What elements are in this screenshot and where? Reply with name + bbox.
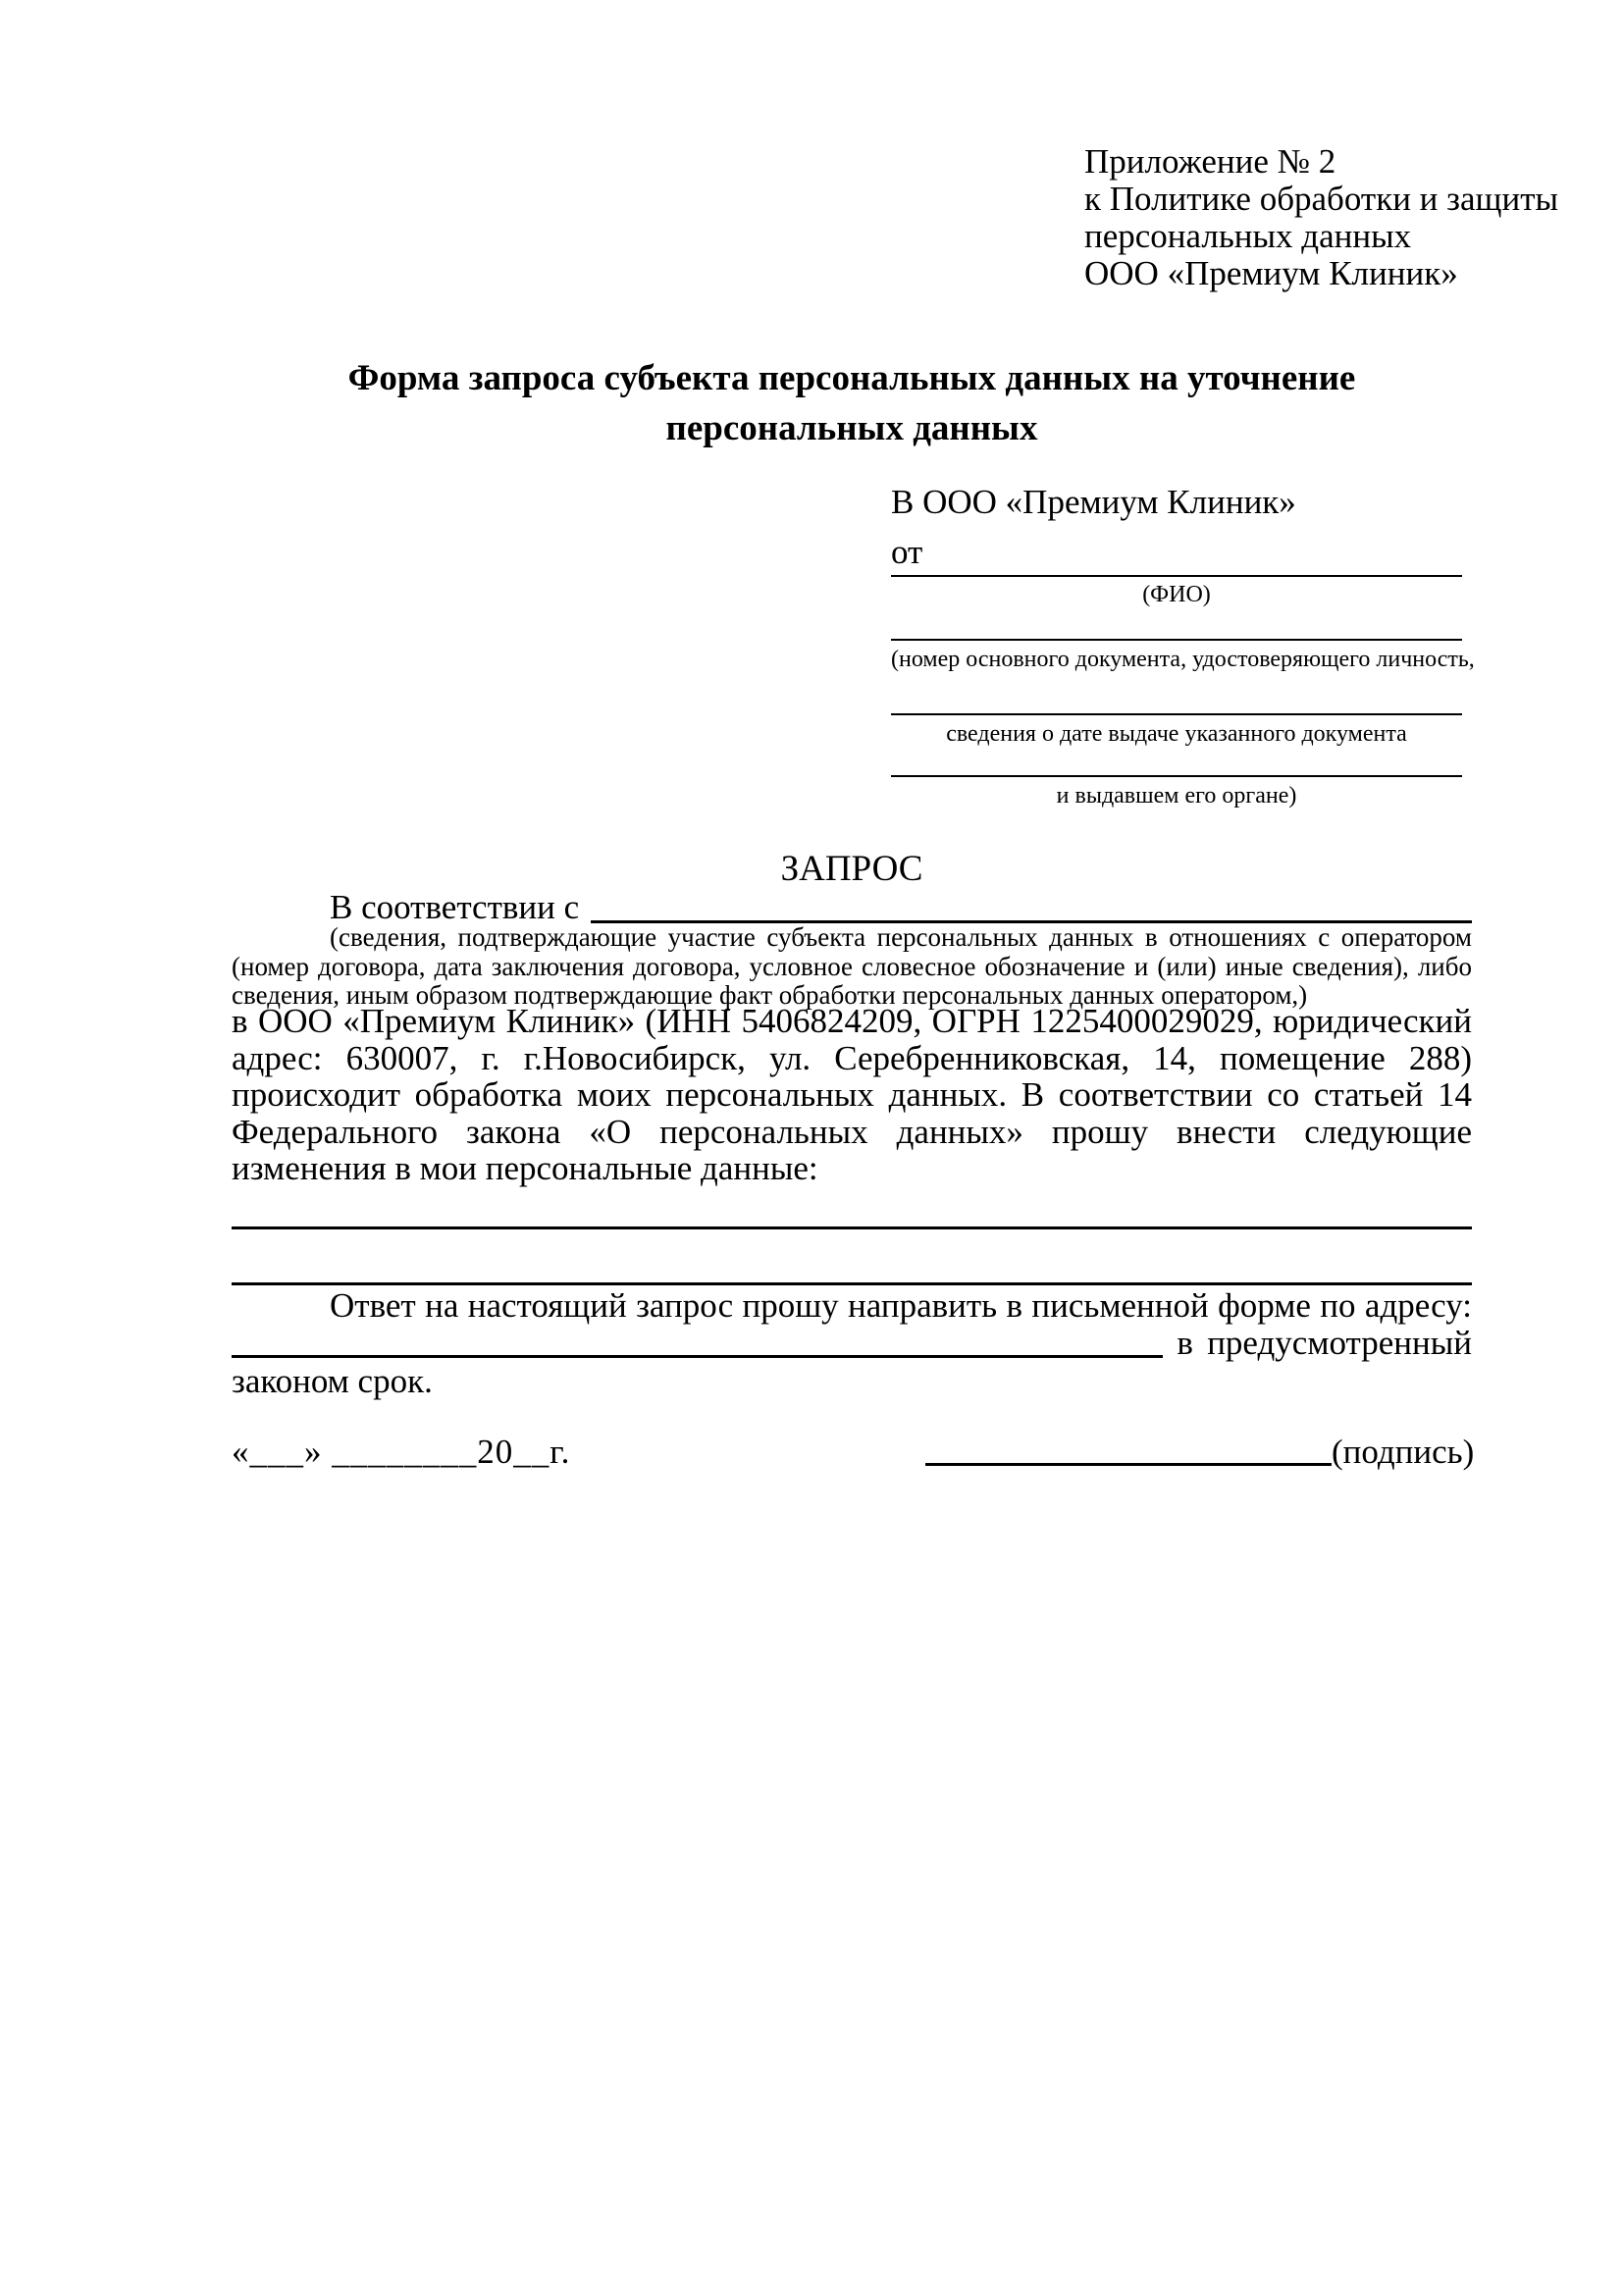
caption-doc-date: сведения о дате выдаче указанного документа [946,721,1407,747]
document-title-line: Форма запроса субъекта персональных данных на уточнение [347,358,1356,398]
reply-paragraph-line3: законом срок. [232,1362,433,1400]
fill-line-changes-1 [232,1226,1472,1229]
request-note: (сведения, подтверждающие участие субъекта персональных данных в отношениях с оператором (номер договора, дата заключения договора, условное словесное обозначение и (или) иные сведения), либо сведения, иным образом подтверждающие факт обработки персональных данных оператором,) [232,922,1472,1010]
request-body-paragraph: в ООО «Премиум Клиник» (ИНН 5406824209, ОГРН 1225400029029, юридический адрес: 630007, г. г.Новосибирск, ул. Серебренниковская, 14, помещение 288) происходит обработка моих персональных данных. В соответствии со статьей 14 Федерального закона «О персональных данных» прошу внести следующие изменения в мои персональные данные: [232,1002,1472,1188]
attachment-note-line: Приложение № 2 [1084,142,1336,181]
attachment-note-line: ООО «Премиум Клиник» [1084,254,1458,292]
caption-doc-issuer: и выдавшем его органе) [1056,783,1297,809]
signature-group [925,1433,1475,1471]
caption-doc-number: (номер основного документа, удостоверяющего личность, [891,647,1475,672]
attachment-note [1084,143,1558,292]
fill-line-doc-number [891,639,1462,641]
fill-line-address [232,1355,1163,1358]
date-line: «___» ________20__г. [232,1433,571,1471]
footer-row [232,1433,1475,1475]
attachment-note-line: персональных данных [1084,217,1412,255]
fill-line-doc-issuer [891,775,1462,777]
caption-fio: (ФИО) [1142,582,1211,607]
request-lead-row [232,889,1472,926]
request-lead-text: В соответствии с [330,888,580,926]
reply-word-v: в [1177,1324,1193,1362]
recipient-to: В ООО «Премиум Клиник» [891,483,1296,521]
fill-line-signature [925,1434,1332,1466]
reply-paragraph-line1: Ответ на настоящий запрос прошу направить в письменной форме по адресу: [330,1286,1472,1325]
fill-line-fio [891,575,1462,577]
signature-caption: (подпись) [1332,1433,1475,1471]
reply-word-term: предусмотренный [1207,1324,1472,1362]
reply-paragraph-line2 [232,1325,1472,1362]
recipient-from: от [891,533,923,571]
document-title [232,353,1472,453]
fill-line-changes-2 [232,1282,1472,1285]
attachment-note-line: к Политике обработки и защиты [1084,180,1559,218]
fill-line-basis [591,889,1472,923]
request-heading: ЗАПРОС [780,849,923,889]
document-title-line: персональных данных [665,408,1038,448]
fill-line-doc-date [891,713,1462,715]
